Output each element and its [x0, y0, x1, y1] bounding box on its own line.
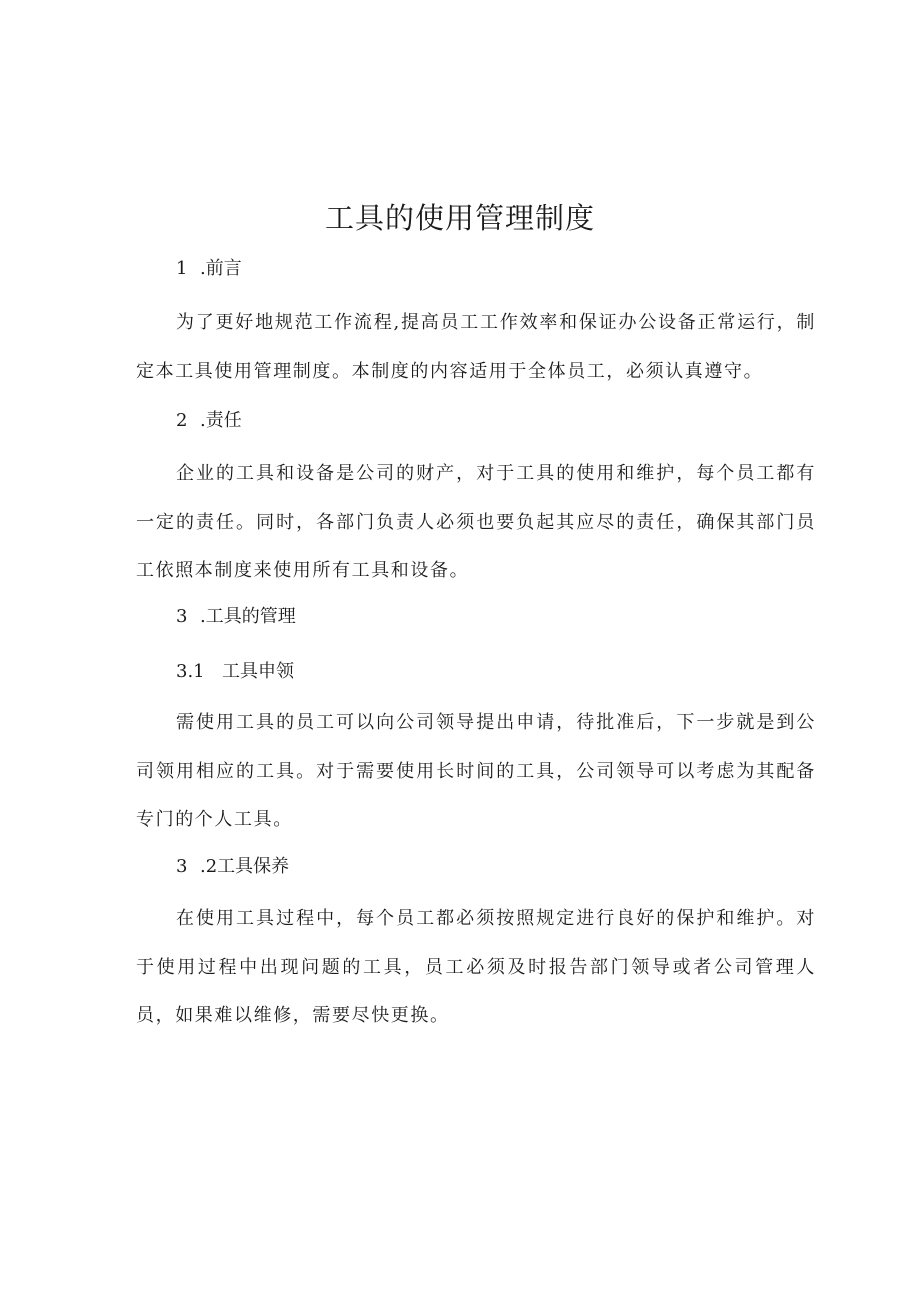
section-heading-1: [176, 257, 242, 281]
section-paragraph-3-2: 在使用工具过程中，每个员工都必须按照规定进行良好的保护和维护。对于使用过程中出现问题的工具，员工必须及时报告部门领导或者公司管理人员，如果难以维修，需要尽快更换。: [136, 908, 816, 1026]
section-title: .责任: [200, 410, 242, 431]
section-title: 工具申领: [222, 661, 294, 682]
section-number: 1: [176, 258, 188, 279]
section-number: 3: [176, 606, 188, 627]
section-title: .工具的管理: [200, 606, 296, 627]
section-title: .2工具保养: [200, 856, 290, 877]
section-heading-3: [176, 605, 296, 629]
section-paragraph-2: 企业的工具和设备是公司的财产，对于工具的使用和维护，每个员工都有一定的责任。同时，各部门负责人必须也要负起其应尽的责任，确保其部门员工依照本制度来使用所有工具和设备。: [136, 463, 816, 581]
section-title: .前言: [200, 258, 242, 279]
section-number: 3: [176, 856, 188, 877]
section-number: 2: [176, 410, 188, 431]
section-number: 3.1: [176, 661, 205, 682]
section-heading-2: [176, 409, 242, 433]
section-heading-3-1: [176, 660, 294, 684]
section-paragraph-3-1: 需使用工具的员工可以向公司领导提出申请，待批准后，下一步就是到公司领用相应的工具。对于需要使用长时间的工具，公司领导可以考虑为其配备专门的个人工具。: [136, 712, 816, 830]
section-heading-3-2: [176, 855, 289, 879]
section-paragraph-1: 为了更好地规范工作流程,提高员工工作效率和保证办公设备正常运行，制定本工具使用管理制度。本制度的内容适用于全体员工，必须认真遵守。: [136, 312, 816, 382]
document-title: 工具的使用管理制度: [324, 201, 595, 235]
